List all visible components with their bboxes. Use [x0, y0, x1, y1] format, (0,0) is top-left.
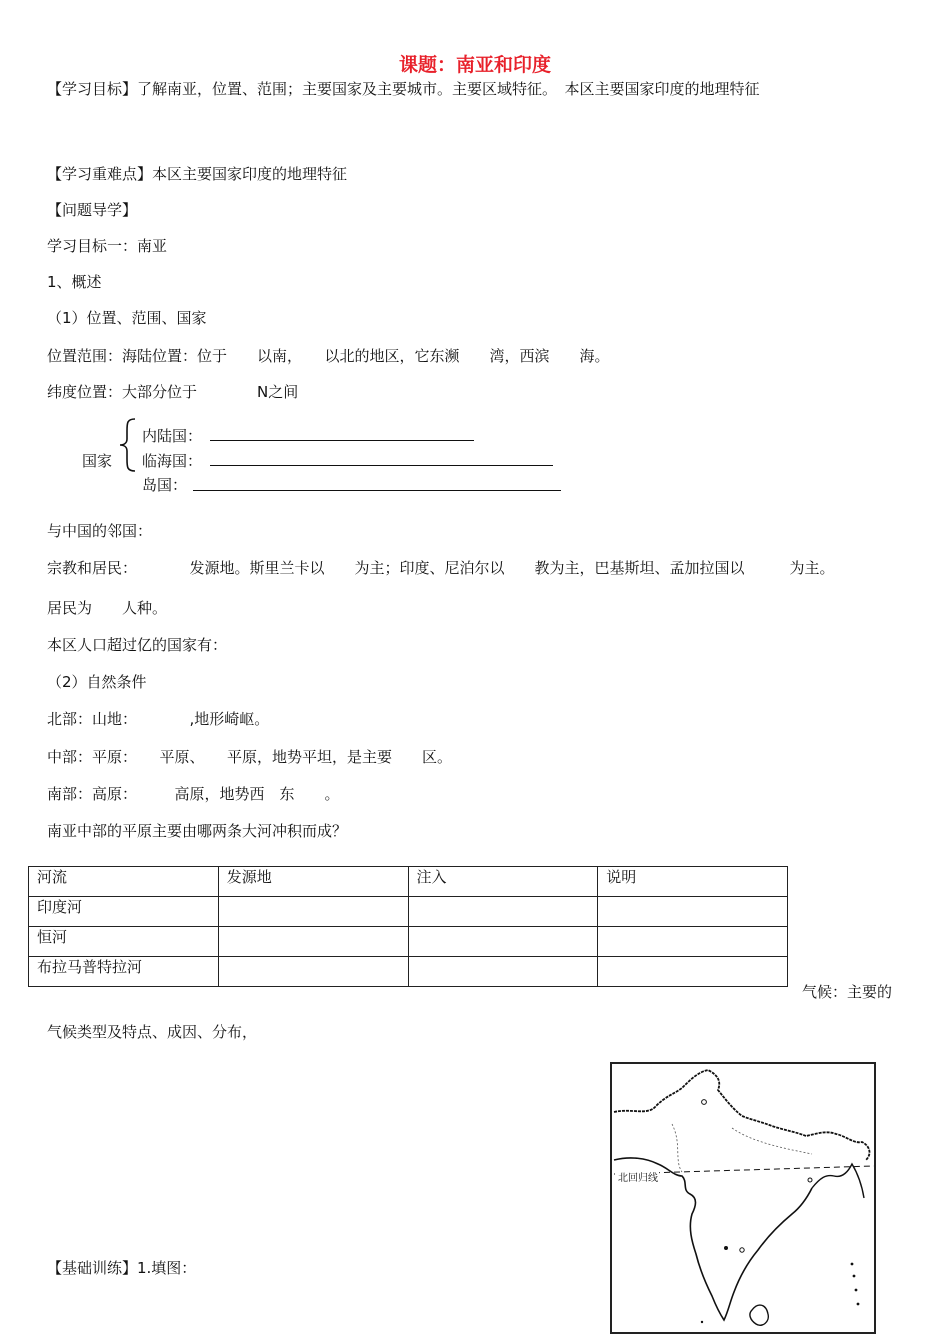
source-cell[interactable] — [218, 927, 408, 957]
south-asia-outline — [612, 1064, 874, 1332]
source-cell[interactable] — [218, 897, 408, 927]
page-title: 课题：南亚和印度 — [398, 54, 551, 76]
key-points: 【学习重难点】本区主要国家印度的地理特征 — [47, 165, 348, 183]
religion: 宗教和居民： 发源地。斯里兰卡以 为主；印度、尼泊尔以 教为主，巴基斯坦、孟加拉国以 为主。 — [47, 559, 835, 577]
header-cell: 说明 — [598, 867, 788, 897]
countries-label: 国家 — [82, 452, 113, 470]
tropic-label: 北回归线 — [618, 1173, 658, 1184]
landlocked-label: 内陆国： — [142, 427, 203, 445]
south-asia-map[interactable] — [610, 1062, 876, 1334]
problem-guide-heading: 【问题导学】 — [47, 201, 138, 219]
river-name-cell: 布拉马普特拉河 — [29, 957, 219, 987]
landlocked-blank[interactable] — [210, 440, 474, 441]
river-name-cell: 印度河 — [29, 897, 219, 927]
basic-training: 【基础训练】1.填图： — [47, 1259, 197, 1277]
learning-objectives: 【学习目标】了解南亚，位置、范围；主要国家及主要城市。主要区域特征。 本区主要国家印度的地理特征 — [47, 80, 760, 98]
table-row — [29, 897, 788, 927]
overview-heading: 1、概述 — [47, 273, 102, 291]
header-cell: 注入 — [408, 867, 598, 897]
latitude-position: 纬度位置：大部分位于 N之间 — [47, 383, 299, 401]
climate-text: 气候类型及特点、成因、分布， — [47, 1023, 258, 1041]
sub-heading-natural: （2）自然条件 — [47, 673, 147, 691]
note-cell[interactable] — [598, 927, 788, 957]
source-cell[interactable] — [218, 957, 408, 987]
table-header-row — [29, 867, 788, 897]
outlet-cell[interactable] — [408, 957, 598, 987]
outlet-cell[interactable] — [408, 897, 598, 927]
island-blank[interactable] — [193, 490, 561, 491]
middle-region: 中部：平原： 平原、 平原，地势平坦，是主要 区。 — [47, 748, 453, 766]
goal-one: 学习目标一：南亚 — [47, 237, 168, 255]
header-cell: 河流 — [29, 867, 219, 897]
table-row — [29, 927, 788, 957]
header-cell: 发源地 — [218, 867, 408, 897]
island-label: 岛国： — [142, 476, 188, 494]
outlet-cell[interactable] — [408, 927, 598, 957]
sub-heading-position: （1）位置、范围、国家 — [47, 309, 207, 327]
river-table — [28, 866, 788, 987]
south-region: 南部：高原： 高原，地势西 东 。 — [47, 785, 340, 803]
climate-lead: 气候：主要的 — [802, 983, 893, 1001]
rivers-question: 南亚中部的平原主要由哪两条大河冲积而成？ — [47, 822, 348, 840]
population: 本区人口超过亿的国家有： — [47, 636, 228, 654]
curly-brace-icon — [117, 417, 139, 473]
table-row — [29, 957, 788, 987]
coastal-label: 临海国： — [142, 452, 203, 470]
north-region: 北部：山地： ,地形崎岖。 — [47, 710, 270, 728]
note-cell[interactable] — [598, 957, 788, 987]
position-range: 位置范围：海陆位置：位于 以南， 以北的地区，它东濒 湾，西滨 海。 — [47, 347, 610, 365]
note-cell[interactable] — [598, 897, 788, 927]
river-name-cell: 恒河 — [29, 927, 219, 957]
residents: 居民为 人种。 — [47, 599, 168, 617]
coastal-blank[interactable] — [210, 465, 553, 466]
neighbors: 与中国的邻国： — [47, 522, 153, 540]
